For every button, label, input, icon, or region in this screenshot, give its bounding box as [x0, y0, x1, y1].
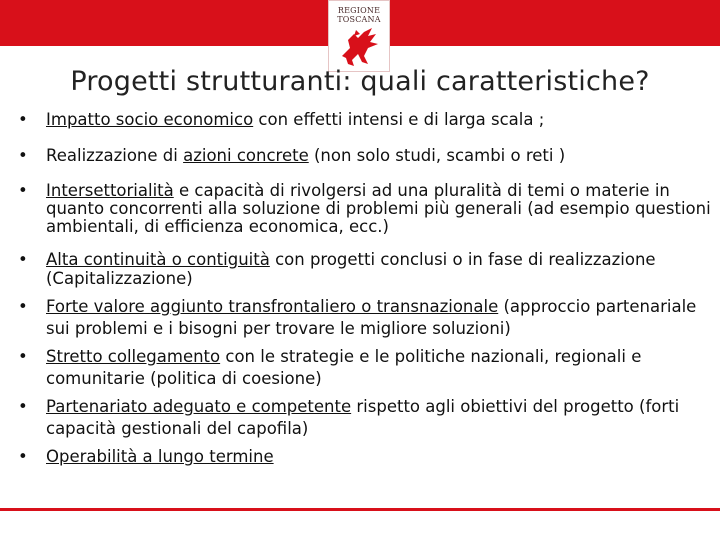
- bullet-item-8: [18, 446, 718, 468]
- bullet-item-3: [18, 182, 718, 236]
- bullet-3-text: e capacità di rivolgersi ad una pluralità di temi o materie in quanto concorrenti alla soluzione di problemi più generali (ad esempio questioni ambientali, di efficienza economica, ecc.): [46, 181, 711, 236]
- bullet-icon: •: [18, 397, 28, 416]
- bullet-item-7: [18, 396, 718, 440]
- bullet-item-4: [18, 250, 718, 288]
- bullet-5-highlight: Forte valore aggiunto transfrontaliero o transnazionale: [46, 297, 499, 316]
- bullet-6-text: con le strategie e le politiche nazionali, regionali e comunitarie (politica di coesione): [46, 347, 642, 388]
- logo-line-2: TOSCANA: [337, 15, 381, 24]
- bullet-icon: •: [18, 250, 28, 269]
- bullet-icon: •: [18, 447, 28, 466]
- bullet-item-6: [18, 346, 718, 390]
- bullet-3-highlight: Intersettorialità: [46, 181, 174, 200]
- bottom-divider: [0, 508, 720, 511]
- pegasus-icon: [338, 26, 382, 68]
- bullet-1-highlight: Impatto socio economico: [46, 110, 254, 129]
- bullet-item-5: [18, 296, 718, 340]
- bullet-list: [18, 110, 718, 468]
- bullet-1-text: con effetti intensi e di larga scala ;: [253, 110, 545, 129]
- bullet-2-text: (non solo studi, scambi o reti ): [308, 146, 566, 165]
- bullet-icon: •: [18, 181, 28, 200]
- regione-toscana-logo: [328, 0, 390, 72]
- bullet-8-highlight: Operabilità a lungo termine: [46, 447, 274, 466]
- bullet-7-highlight: Partenariato adeguato e competente: [46, 397, 352, 416]
- bullet-7-text: rispetto agli obiettivi del progetto (forti capacità gestionali del capofila): [46, 397, 680, 438]
- bullet-icon: •: [18, 297, 28, 316]
- slide-title: Progetti strutturanti: quali caratteristiche?: [70, 66, 650, 97]
- bullet-icon: •: [18, 347, 28, 366]
- bullet-item-1: [18, 110, 718, 130]
- logo-line-1: REGIONE: [337, 6, 381, 15]
- bullet-2-highlight: azioni concrete: [183, 146, 309, 165]
- bullet-2-prefix: Realizzazione di: [46, 146, 184, 165]
- bullet-item-2: [18, 146, 718, 166]
- bullet-icon: •: [18, 110, 28, 129]
- bullet-6-highlight: Stretto collegamento: [46, 347, 221, 366]
- bullet-icon: •: [18, 146, 28, 165]
- bullet-4-highlight: Alta continuità o contiguità: [46, 250, 270, 269]
- bullet-5-text: (approccio partenariale sui problemi e i bisogni per trovare le migliore soluzioni): [46, 297, 697, 338]
- bullet-4-text: con progetti conclusi o in fase di realizzazione (Capitalizzazione): [46, 250, 656, 288]
